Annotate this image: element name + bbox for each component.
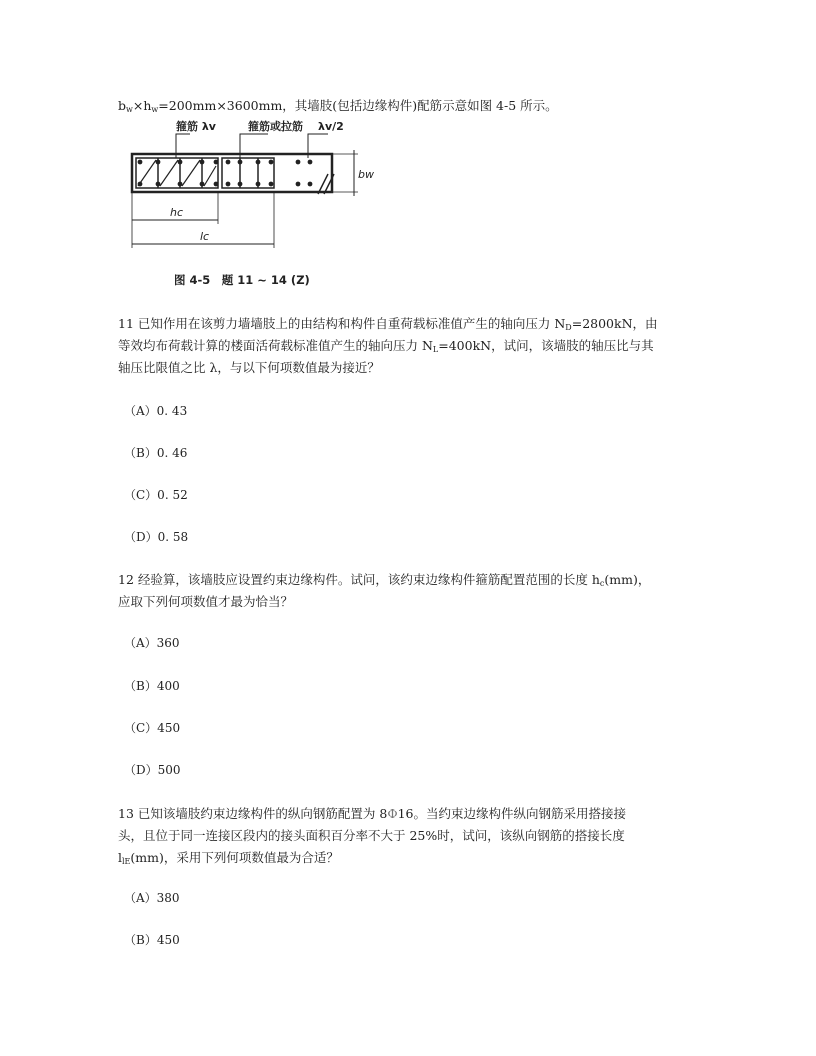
sub-l: L xyxy=(432,345,439,354)
q11-line-1: 11 已知作用在该剪力墙墙肢上的由结构和构件自重荷载标准值产生的轴向压力 $N_D=2800kN$，由 xyxy=(118,316,658,332)
var-h: h xyxy=(143,98,152,113)
figure-caption: 图 4-5 题 11 ~ 14 (Z) xyxy=(174,273,310,287)
q12-option-b: （B）400 xyxy=(124,679,180,693)
label-lambda-half: λv/2 xyxy=(318,120,344,133)
q11-option-d: （D）0. 58 xyxy=(124,530,189,544)
label-lc: lc xyxy=(200,230,210,243)
intro-line xyxy=(118,96,558,120)
q12-line-2: 应取下列何项数值才最为恰当？ xyxy=(118,594,294,609)
q13-line-2: 头，且位于同一连接区段内的接头面积百分率不大于 25%时，试问，该纵向钢筋的搭接长度 xyxy=(118,828,625,843)
q13-option-a: （A）380 xyxy=(124,891,180,905)
label-hc: hc xyxy=(170,206,184,219)
label-bw: bw xyxy=(358,168,374,181)
q12-option-d: （D）500 xyxy=(124,763,181,777)
label-stirrup: 箍筋 λv xyxy=(176,120,216,133)
sub-d: D xyxy=(565,323,572,332)
q11-line-3: 轴压比限值之比 λ，与以下何项数值最为接近？ xyxy=(118,360,380,375)
q13-line-3: $l_{lE}(mm)$，采用下列何项数值最为合适？ xyxy=(118,850,339,866)
q12-line-1: 12 经验算，该墙肢应设置约束边缘构件。试问，该约束边缘构件箍筋配置范围的长度 $h_c(mm)$， xyxy=(118,572,651,588)
wall-outline xyxy=(132,154,332,192)
rebar-dots xyxy=(138,160,313,187)
intro-text: =200mm×3600mm，其墙肢(包括边缘构件)配筋示意如图 4-5 所示。 xyxy=(158,98,558,113)
var-l: l xyxy=(118,850,122,865)
wall-reinforcement-diagram xyxy=(118,118,378,298)
q11-option-a: （A）0. 43 xyxy=(124,404,188,418)
q11-option-b: （B）0. 46 xyxy=(124,446,188,460)
q13-line-1: 13 已知该墙肢约束边缘构件的纵向钢筋配置为 8Φ16。当约束边缘构件纵向钢筋采用搭接接 xyxy=(118,806,626,821)
sub-le: lE xyxy=(122,857,131,866)
figure-4-5 xyxy=(118,118,378,298)
q11-option-c: （C）0. 52 xyxy=(124,488,188,502)
q12-option-a: （A）360 xyxy=(124,636,180,650)
times-sign: × xyxy=(132,98,144,113)
q13-option-b: （B）450 xyxy=(124,933,180,947)
diag-3 xyxy=(182,160,200,186)
sub-c: c xyxy=(599,579,605,588)
sub-w-2: w xyxy=(151,105,159,114)
var-b: b xyxy=(118,98,127,113)
q12-option-c: （C）450 xyxy=(124,721,181,735)
sub-w: w xyxy=(126,105,133,114)
rebar-symbol: Φ xyxy=(387,806,398,821)
diag-2 xyxy=(160,160,178,186)
q11-line-2: 等效均布荷载计算的楼面活荷载标准值产生的轴向压力 $N_L=400kN$，试问，该墙肢的轴压比与其 xyxy=(118,338,654,354)
label-stirrup-tie: 箍筋或拉筋 xyxy=(248,120,303,133)
